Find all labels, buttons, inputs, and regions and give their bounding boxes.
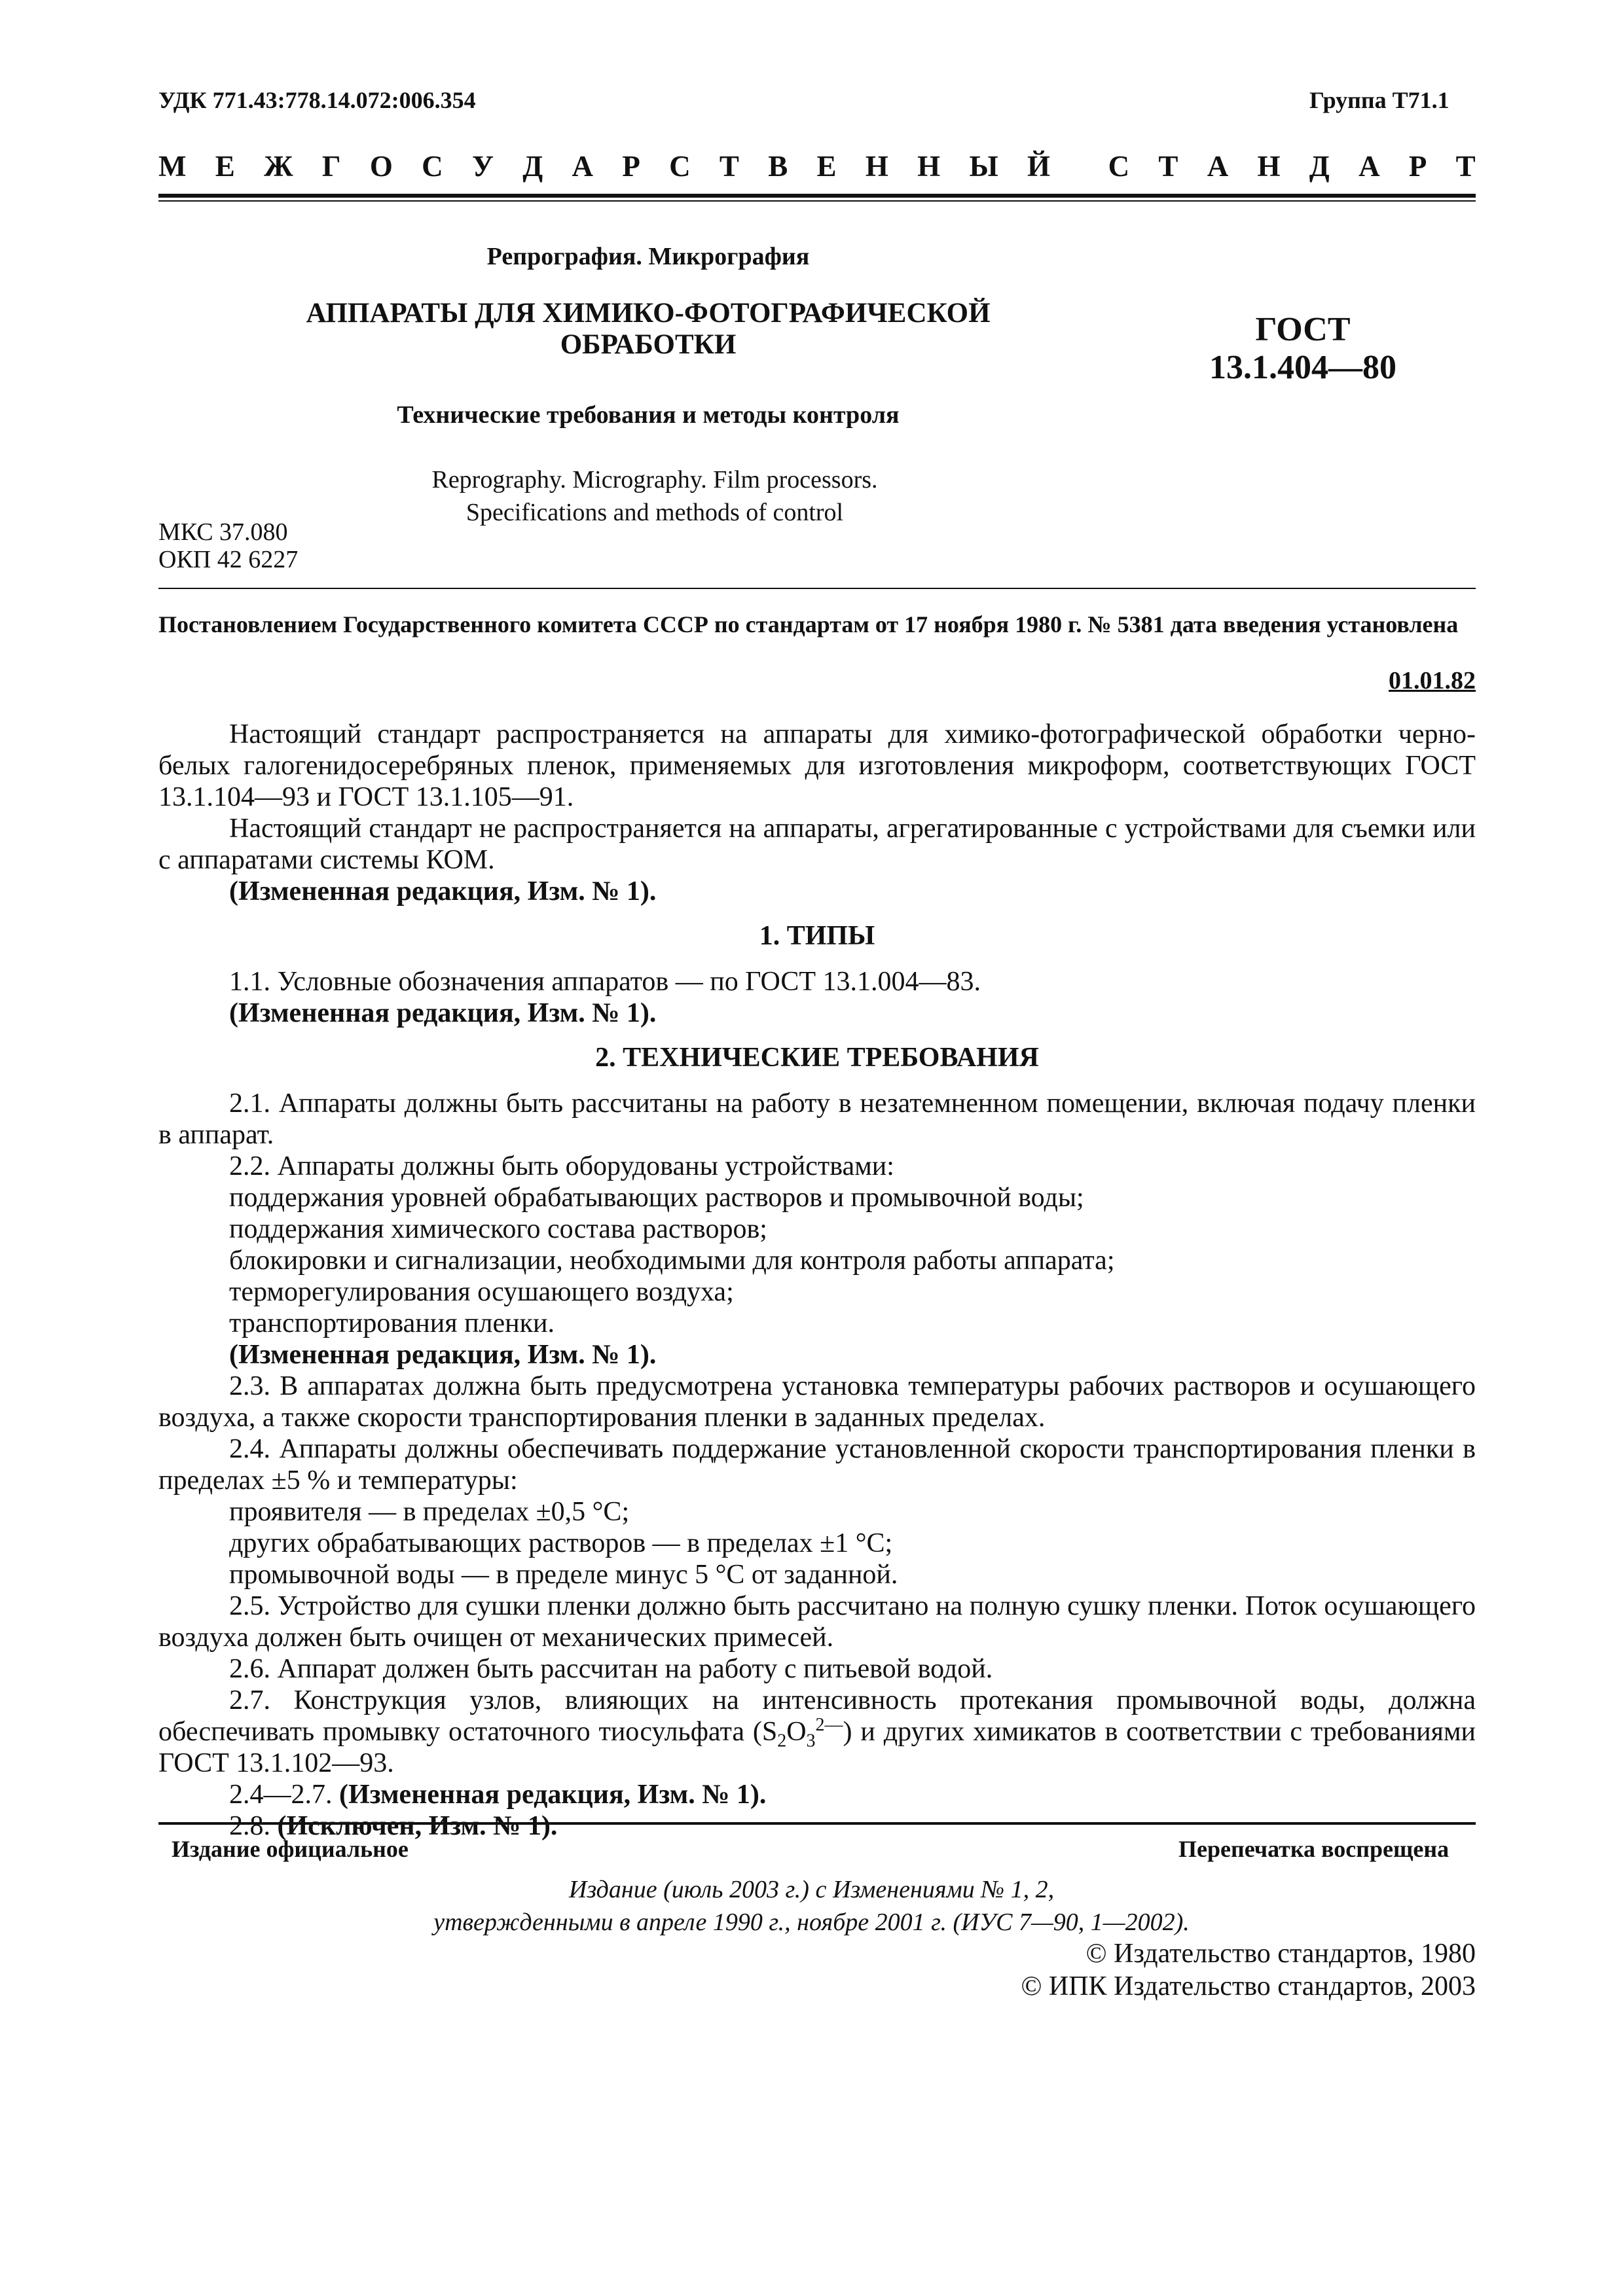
clause-1-1: 1.1. Условные обозначения аппаратов — по ГОСТ 13.1.004—83. bbox=[229, 967, 981, 997]
excluded-note: (Исключен, Изм. № 1). bbox=[277, 1811, 558, 1841]
gost-number bbox=[1152, 311, 1453, 387]
clause-2-4-item: проявителя — в пределах ±0,5 °С; bbox=[229, 1497, 630, 1527]
copyright-block bbox=[851, 1937, 1476, 2003]
document-title bbox=[216, 298, 1080, 361]
banner-letter: Н bbox=[1257, 150, 1281, 183]
official-edition-label: Издание официальное bbox=[172, 1836, 409, 1862]
decree-text: Постановлением Государственного комитета СССР по стандартам от 17 ноября 1980 г. № 5381 дата введения установлена bbox=[158, 611, 1459, 637]
clause-2-1: 2.1. Аппараты должны быть рассчитаны на работу в незатемненном помещении, включая подачу пленки в аппарат. bbox=[158, 1088, 1476, 1150]
banner-letter: О bbox=[369, 150, 393, 183]
standard-banner bbox=[158, 149, 1476, 183]
clause-2-4: 2.4. Аппараты должны обеспечивать поддержание установленной скорости транспортирования пленки в пределах ±5 % и температуры: bbox=[158, 1434, 1476, 1496]
banner-letter: С bbox=[1108, 150, 1130, 183]
gost-label: ГОСТ bbox=[1255, 311, 1351, 348]
english-line-1: Reprography. Micrography. Film processors. bbox=[431, 466, 878, 493]
title-line-1: АППАРАТЫ ДЛЯ ХИМИКО-ФОТОГРАФИЧЕСКОЙ bbox=[306, 298, 991, 329]
gost-code: 13.1.404—80 bbox=[1209, 349, 1396, 386]
clause-number: 2.8. bbox=[229, 1811, 278, 1841]
edition-note bbox=[0, 1873, 1623, 1939]
okp-code: ОКП 42 6227 bbox=[158, 546, 299, 573]
series-title: Репрография. Микрография bbox=[486, 243, 810, 270]
footer-rule bbox=[158, 1822, 1476, 1825]
amendment-note: (Измененная редакция, Изм. № 1). bbox=[229, 998, 657, 1028]
clause-2-2-item: терморегулирования осушающего воздуха; bbox=[229, 1277, 734, 1307]
group-code: Группа Т71.1 bbox=[1309, 87, 1450, 113]
banner-letter: Е bbox=[816, 150, 837, 183]
banner-letter: Р bbox=[1408, 150, 1427, 183]
classification-codes bbox=[158, 518, 298, 573]
english-line-2: Specifications and methods of control bbox=[465, 499, 844, 526]
banner-letter: А bbox=[572, 150, 594, 183]
banner-letter: А bbox=[1359, 150, 1380, 183]
section-heading-requirements: 2. ТЕХНИЧЕСКИЕ ТРЕБОВАНИЯ bbox=[595, 1043, 1039, 1073]
introduction-date: 01.01.82 bbox=[1389, 667, 1476, 694]
clause-2-2-item: поддержания химического состава растворов; bbox=[229, 1214, 767, 1244]
edition-line-1: Издание (июль 2003 г.) с Изменениями № 1, 2, bbox=[568, 1876, 1055, 1903]
intro-paragraph-2: Настоящий стандарт не распространяется на аппараты, агрегатированные с устройствами для съемки или с аппаратами системы КОМ. bbox=[158, 814, 1476, 875]
banner-letter: В bbox=[768, 150, 788, 183]
mks-code: МКС 37.080 bbox=[158, 518, 288, 546]
clause-2-2-item: поддержания уровней обрабатывающих растворов и промывочной воды; bbox=[229, 1183, 1084, 1213]
banner-letter: Д bbox=[522, 150, 543, 183]
udk-code: УДК 771.43:778.14.072:006.354 bbox=[158, 87, 476, 113]
clause-2-2: 2.2. Аппараты должны быть оборудованы устройствами: bbox=[229, 1151, 894, 1181]
banner-letter: Т bbox=[1158, 150, 1178, 183]
banner-letter: М bbox=[158, 150, 187, 183]
banner-letter: Д bbox=[1309, 150, 1330, 183]
copyright-2003: © ИПК Издательство стандартов, 2003 bbox=[1021, 1971, 1476, 2001]
banner-letter: С bbox=[422, 150, 443, 183]
document-subtitle: Технические требования и методы контроля bbox=[397, 401, 900, 429]
title-line-2: ОБРАБОТКИ bbox=[560, 329, 737, 360]
subscript: 2 bbox=[777, 1731, 787, 1751]
amendment-note: (Измененная редакция, Изм. № 1). bbox=[339, 1780, 767, 1810]
banner-letter: Т bbox=[719, 150, 739, 183]
clause-2-7-text: 2.7. Конструкция узлов, влияющих на интенсивность протекания промывочной воды, должна обеспечивать промывку остаточного тиосульфата (S bbox=[158, 1685, 1476, 1747]
header-rule-thin bbox=[158, 200, 1476, 202]
subscript: 3 bbox=[806, 1731, 816, 1751]
clause-2-2-item: транспортирования пленки. bbox=[229, 1308, 555, 1338]
title-rule bbox=[158, 588, 1476, 589]
banner-letter: У bbox=[471, 150, 494, 183]
clause-2-5: 2.5. Устройство для сушки пленки должно быть рассчитано на полную сушку пленки. Поток осушающего воздуха должен быть очищен от механических примесей. bbox=[158, 1591, 1476, 1653]
banner-letter: Т bbox=[1455, 150, 1476, 183]
clause-2-4-item: других обрабатывающих растворов — в пределах ±1 °С; bbox=[229, 1528, 893, 1558]
oxygen-symbol: O bbox=[786, 1717, 807, 1747]
banner-letter: Н bbox=[917, 150, 941, 183]
banner-letter: А bbox=[1207, 150, 1229, 183]
clause-2-7-text-end: ) и других химикатов в соответствии с требованиями ГОСТ 13.1.102—93. bbox=[158, 1717, 1476, 1778]
banner-letter: Ы bbox=[969, 150, 998, 183]
intro-paragraph-1: Настоящий стандарт распространяется на аппараты для химико-фотографической обработки черно-белых галогенидосеребряных пленок, применяемых для изготовления микроформ, соответствующих ГОСТ 13.1.104—93 и ГОСТ 13.1.105—91. bbox=[158, 719, 1476, 812]
copyright-1980: © Издательство стандартов, 1980 bbox=[1085, 1939, 1476, 1969]
banner-letter: Е bbox=[215, 150, 235, 183]
clause-2-2-item: блокировки и сигнализации, необходимыми для контроля работы аппарата; bbox=[229, 1246, 1115, 1276]
banner-letter: Р bbox=[622, 150, 640, 183]
no-reprint-label: Перепечатка воспрещена bbox=[1178, 1836, 1450, 1862]
clause-number: 2.4—2.7. bbox=[229, 1780, 339, 1810]
clause-2-7 bbox=[158, 1685, 1476, 1779]
header-rule bbox=[158, 194, 1476, 198]
banner-letter: Г bbox=[321, 150, 341, 183]
clause-2-6: 2.6. Аппарат должен быть рассчитан на работу с питьевой водой. bbox=[229, 1654, 993, 1684]
clause-2-3: 2.3. В аппаратах должна быть предусмотрена установка температуры рабочих растворов и осушающего воздуха, а также скорости транспортирования пленки в заданных пределах. bbox=[158, 1371, 1476, 1433]
amendment-note: (Измененная редакция, Изм. № 1). bbox=[229, 1340, 657, 1370]
superscript-charge: 2— bbox=[815, 1715, 843, 1735]
section-heading-types: 1. ТИПЫ bbox=[759, 921, 875, 951]
edition-line-2: утвержденными в апреле 1990 г., ноябре 2001 г. (ИУС 7—90, 1—2002). bbox=[433, 1909, 1190, 1936]
amendment-note: (Измененная редакция, Изм. № 1). bbox=[229, 876, 657, 906]
banner-letter: Й bbox=[1027, 150, 1050, 183]
banner-letter: Н bbox=[865, 150, 888, 183]
clause-2-4-item: промывочной воды — в пределе минус 5 °С от заданной. bbox=[229, 1560, 898, 1590]
banner-letter: Ж bbox=[264, 150, 293, 183]
banner-letter: С bbox=[669, 150, 691, 183]
document-body bbox=[158, 719, 1476, 1842]
clause-2-4-2-7-amend bbox=[158, 1779, 1476, 1810]
